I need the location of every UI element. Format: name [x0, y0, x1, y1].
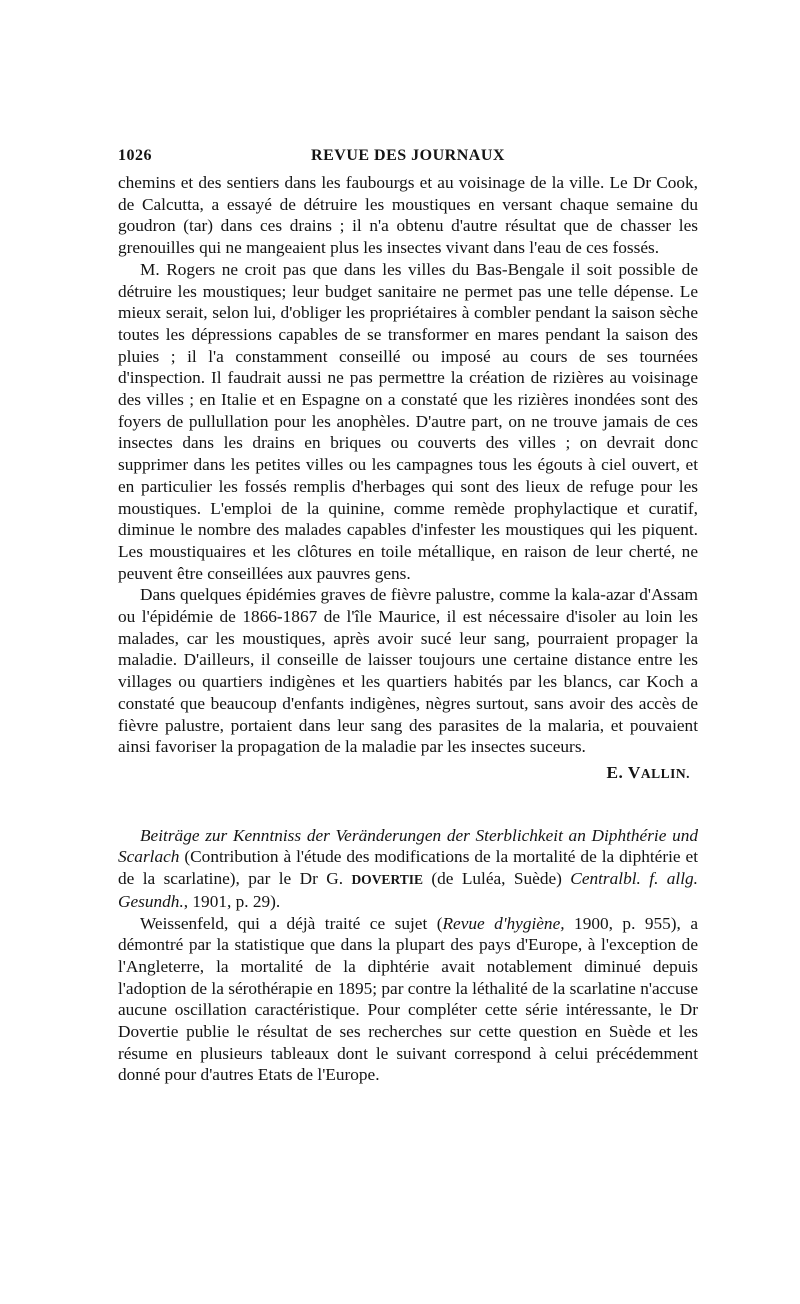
- section-gap: [118, 785, 698, 825]
- paragraph-weissenfeld: [118, 913, 698, 1087]
- page-number: 1026: [118, 147, 152, 164]
- paragraph-continuation: chemins et des sentiers dans les faubourgs et au voisinage de la ville. Le Dr Cook, de Calcutta, a essayé de détruire les moustiques en versant chaque semaine du goudron (tar) dans ces drains ; il n'a obtenu d'autre résultat que de chasser les grenouilles qui ne mangeaient plus les insectes vivant dans l'eau de ces fossés.: [118, 173, 698, 258]
- paragraph-epidemics: Dans quelques épidémies graves de fièvre palustre, comme la kala-azar d'Assam ou l'épidémie de 1866-1867 de l'île Maurice, il est nécessaire d'isoler au loin les malades, car les moustiques, après avoir sucé leur sang, pourraient propager la maladie. D'ailleurs, il conseille de laisser toujours une certaine distance entre les villages ou quartiers indigènes et les quartiers habités par les blancs, car Koch a constaté que beaucoup d'enfants indigènes, nègres surtout, sans avoir des accès de fièvre palustre, portaient dans leur sang des parasites de la malaria, et pouvaient ainsi favoriser la propagation de la maladie par les insectes suceurs.: [118, 585, 698, 757]
- article-title-french: (Contribution à l'étude des modifications de la mortalité de la diphtérie et de la scarlatine), par le Dr G.: [118, 847, 698, 889]
- reference-journal: Revue d'hygiène,: [442, 913, 565, 933]
- article-journal: Centralbl. f. allg. Gesundh.: [118, 869, 698, 911]
- article-heading: [118, 825, 698, 913]
- running-head: [118, 147, 698, 167]
- article-citation: , 1901, p. 29).: [183, 891, 281, 911]
- paragraph-rogers: M. Rogers ne croit pas que dans les villes du Bas-Bengale il soit possible de détruire les moustiques; leur budget sanitaire ne permet pas une telle dépense. Le mieux serait, selon lui, d'obliger les propriétaires à combler pendant la saison sèche toutes les dépressions capables de se transformer en mares pendant la saison des pluies ; il l'a constamment conseillé ou imposé au cours de ses tournées d'inspection. Il faudrait aussi ne pas permettre la création de rizières au voisinage des villes ; en Italie et en Espagne on a constaté que les rizières inondées sont des foyers de pullullation pour les anophèles. D'autre part, on ne trouve jamais de ces insectes dans les drains en briques ou couverts des villes ; on devrait donc supprimer dans les petites villes ou les campagnes tous les égouts à ciel ouvert, et en particulier les fossés remplis d'herbages qui sont des lieux de refuge pour les moustiques. L'emploi de la quinine, comme remède prophylactique et curatif, diminue le nombre des malades capables d'infester les moustiques qui les piquent. Les moustiquaires et les clôtures en toile métallique, en raison de leur cherté, ne peuvent être conseillées aux pauvres gens.: [118, 259, 698, 583]
- article-place: (de Luléa, Suède): [422, 869, 571, 889]
- weissenfeld-rest: 1900, p. 955), a démontré par la statistique que dans la plupart des pays d'Europe, à l'exception de l'Angleterre, la mortalité de la diphtérie avait notablement diminué depuis l'adoption de la sérothérapie en 1895; par contre la léthalité de la scarlatine n'accuse aucune oscillation caractéristique. Pour compléter cette série intéressante, le Dr Dovertie publie le résultat de ses recherches sur cette question en Suède et les résume en plusieurs tableaux dont le suivant correspond à celui précédemment donné pour d'autres Etats de l'Europe.: [118, 913, 699, 1085]
- journal-title: REVUE DES JOURNAUX: [311, 147, 505, 164]
- signature-initial: E. V: [606, 762, 641, 782]
- body-text: [118, 172, 698, 1086]
- article-title-german: Beiträge zur Kenntniss der Veränderungen der Sterblichkeit an Diphthérie und Scarlach: [118, 825, 698, 867]
- weissenfeld-start: Weissenfeld, qui a déjà traité ce sujet (: [140, 913, 443, 933]
- signature-surname: ALLIN.: [640, 765, 690, 781]
- article-author: DOVERTIE: [351, 872, 423, 888]
- author-signature: [118, 762, 690, 785]
